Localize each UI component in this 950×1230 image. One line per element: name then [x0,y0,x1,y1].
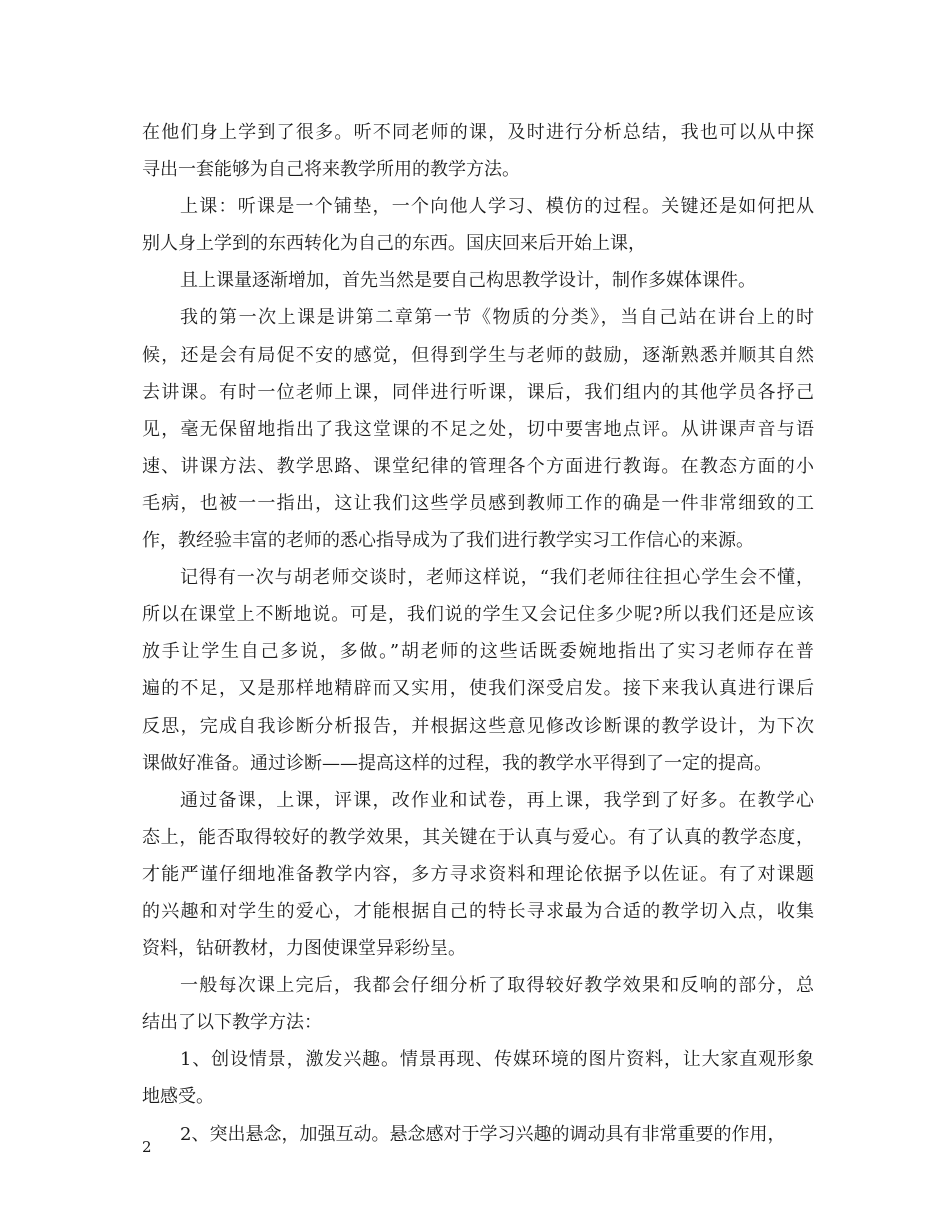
text-line: 放手让学生自己多说，多做。”胡老师的这些话既委婉地指出了实习老师存在普 [142,641,814,663]
text-line: 一般每次课上完后，我都会仔细分析了取得较好教学效果和反响的部分，总 [180,975,814,997]
text-line: 作，教经验丰富的老师的悉心指导成为了我们进行教学实习工作信心的来源。 [142,530,754,552]
text-line: 我的第一次上课是讲第二章第一节《物质的分类》，当自己站在讲台上的时 [180,307,814,329]
text-line: 所以在课堂上不断地说。可是，我们说的学生又会记住多少呢?所以我们还是应该 [142,604,814,626]
text-line: 遍的不足，又是那样地精辟而又实用，使我们深受启发。接下来我认真进行课后 [142,678,814,700]
text-line: 寻出一套能够为自己将来教学所用的教学方法。 [142,159,520,181]
text-line: 资料，钻研教材，力图使课堂异彩纷呈。 [142,938,466,960]
text-line: 2、突出悬念，加强互动。悬念感对于学习兴趣的调动具有非常重要的作用， [180,1123,786,1145]
text-line: 反思，完成自我诊断分析报告，并根据这些意见修改诊断课的教学设计，为下次 [142,715,814,737]
text-line: 见，毫无保留地指出了我这堂课的不足之处，切中要害地点评。从讲课声音与语 [142,418,814,440]
text-line: 才能严谨仔细地准备教学内容，多方寻求资料和理论依据予以佐证。有了对课题 [142,863,814,885]
page-number: 2 [142,1138,152,1156]
text-line: 记得有一次与胡老师交谈时，老师这样说，“我们老师往往担心学生会不懂， [180,567,814,589]
text-line: 去讲课。有时一位老师上课，同伴进行听课，课后，我们组内的其他学员各抒己 [142,381,814,403]
text-line: 课做好准备。通过诊断——提高这样的过程，我的教学水平得到了一定的提高。 [142,752,772,774]
text-line: 结出了以下教学方法： [142,1012,322,1034]
body-text [142,114,814,1153]
text-line: 在他们身上学到了很多。听不同老师的课，及时进行分析总结，我也可以从中探 [142,122,814,143]
text-line: 上课：听课是一个铺垫，一个向他人学习、模仿的过程。关键还是如何把从 [180,196,814,218]
text-line: 候，还是会有局促不安的感觉，但得到学生与老师的鼓励，逐渐熟悉并顺其自然 [142,344,814,366]
text-line: 态上，能否取得较好的教学效果，其关键在于认真与爱心。有了认真的教学态度， [142,826,814,848]
text-line: 速、讲课方法、教学思路、课堂纪律的管理各个方面进行教诲。在教态方面的小 [142,455,814,477]
text-line: 别人身上学到的东西转化为自己的东西。国庆回来后开始上课， [142,233,646,255]
text-line: 1、创设情景，激发兴趣。情景再现、传媒环境的图片资料，让大家直观形象 [180,1049,814,1071]
text-line: 的兴趣和对学生的爱心，才能根据自己的特长寻求最为合适的教学切入点，收集 [142,900,814,922]
text-line: 毛病，也被一一指出，这让我们这些学员感到教师工作的确是一件非常细致的工 [142,492,814,514]
text-line: 地感受。 [142,1086,214,1108]
text-line: 且上课量逐渐增加，首先当然是要自己构思教学设计，制作多媒体课件。 [180,270,756,292]
text-line: 通过备课，上课，评课，改作业和试卷，再上课，我学到了好多。在教学心 [180,789,814,811]
